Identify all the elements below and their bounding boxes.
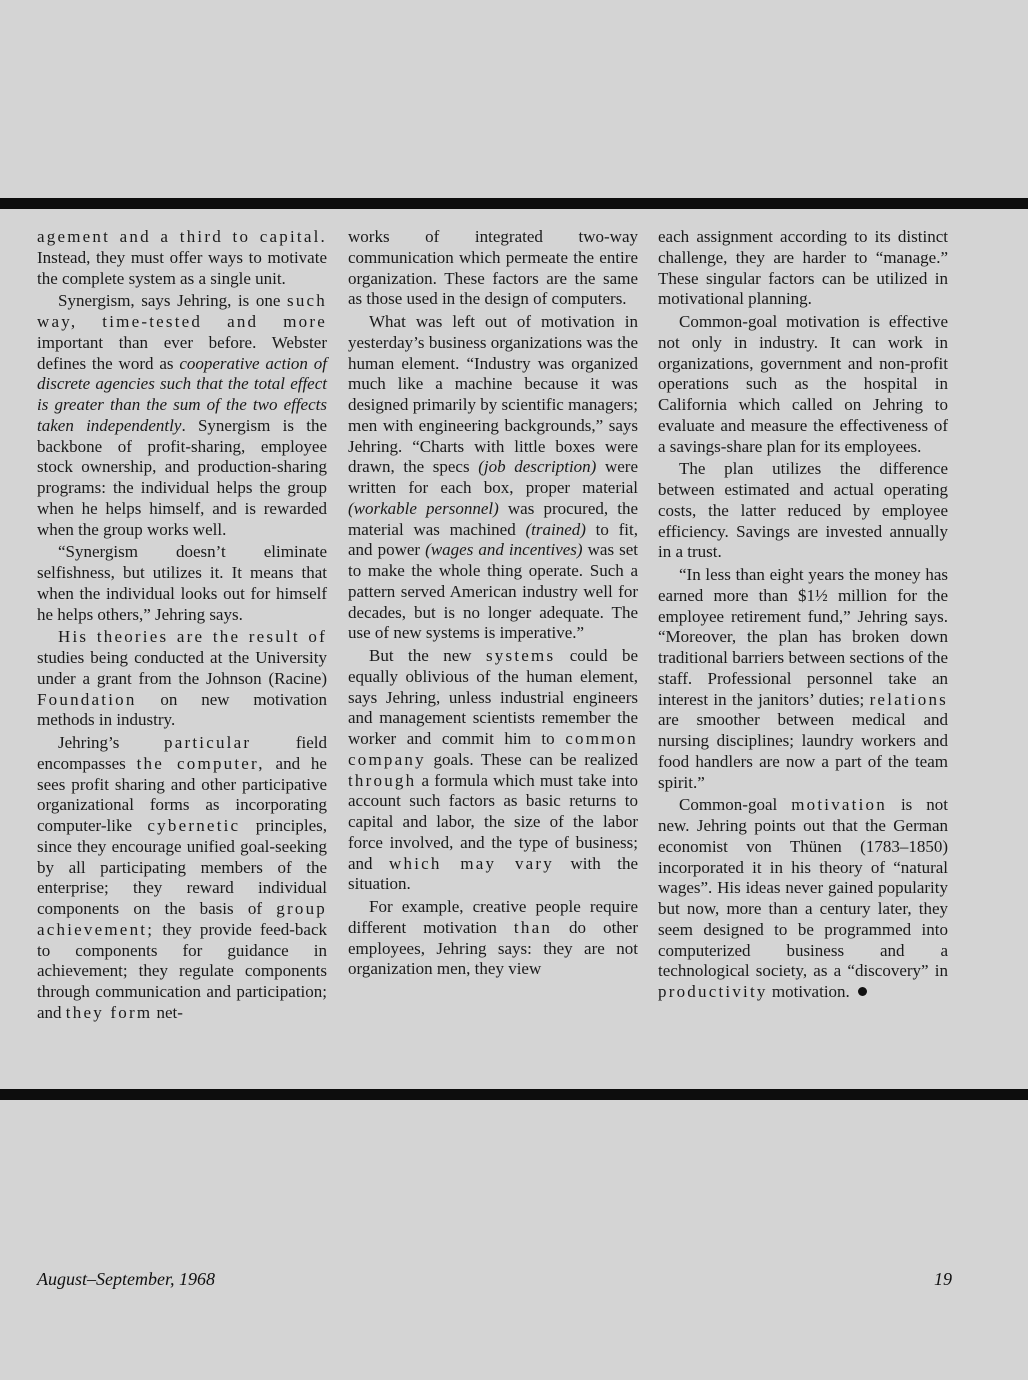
article-column-1: [37, 227, 327, 1024]
article-column-3: [658, 227, 948, 1003]
footer-issue-date: August–September, 1968: [37, 1269, 215, 1289]
paragraph: His theories are the result of studies being conducted at the University under a grant from the Johnson (Racine) Foundation on new motivation methods in industry.: [37, 627, 327, 730]
paragraph: For example, creative people require different motivation than do other employees, Jehring says: they are not organization men, they view: [348, 897, 638, 979]
paragraph: Synergism, says Jehring, is one such way, time-tested and more important than ever before. Webster defines the word as cooperative action of discrete agencies such that the total effect is greater than the sum of the two effects taken independently. Synergism is the backbone of profit-sharing, employee stock ownership, and production-sharing programs: the individual helps the group when he helps himself, and is rewarded when the group works well.: [37, 291, 328, 539]
paragraph: The plan utilizes the difference between estimated and actual operating costs, the latter reduced by employee efficiency. Savings are invested annually in a trust.: [658, 459, 948, 562]
paragraph: But the new systems could be equally oblivious of the human element, says Jehring, unless industrial engineers and management scientists remember the worker and commit him to common company goals. These can be realized through a formula which must take into account such factors as basic returns to capital and labor, the size of the labor force involved, and the type of business; and which may vary with the situation.: [348, 646, 639, 894]
paragraph: each assignment according to its distinct challenge, they are harder to “manage.” These singular factors can be utilized in motivational planning.: [658, 227, 948, 309]
paragraph: agement and a third to capital. Instead, they must offer ways to motivate the complete system as a single unit.: [37, 227, 327, 288]
paragraph: Jehring’s particular field encompasses the computer, and he sees profit sharing and other participative organizational forms as incorporating computer-like cybernetic principles, since they encourage unified goal-seeking by all participating members of the enterprise; they reward individual components on the basis of group achievement; they provide feed-back to components for guidance in achievement; they regulate components through communication and participation; and they form net-: [37, 733, 327, 1022]
top-divider-rule: [0, 198, 1028, 209]
bottom-divider-rule: [0, 1089, 1028, 1100]
paragraph: works of integrated two-way communication which permeate the entire organization. These factors are the same as those used in the design of computers.: [348, 227, 638, 309]
paragraph: Common-goal motivation is effective not only in industry. It can work in organizations, government and non-profit operations such as the hospital in California which called on Jehring to evaluate and measure the effectiveness of a savings-share plan for its employees.: [658, 312, 948, 456]
paragraph: Common-goal motivation is not new. Jehring points out that the German economist von Thünen (1783–1850) incorporated it in his theory of “natural wages”. His ideas never gained popularity but now, more than a century later, they seem designed to be programmed into computerized business and a technological society, as a “discovery” in productivity motivation.: [658, 795, 948, 1001]
paragraph: What was left out of motivation in yesterday’s business organizations was the human element. “Industry was organized much like a machine because it was designed primarily by scientific managers; men with engineering backgrounds,” says Jehring. “Charts with little boxes were drawn, the specs (job description) were written for each box, proper material (workable personnel) was procured, the material was machined (trained) to fit, and power (wages and incentives) was set to make the whole thing operate. Such a pattern served American industry well for decades, but is no longer adequate. The use of new systems is imperative.”: [348, 312, 638, 643]
definition-text: cooperative action of discrete agencies such that the total effect is greater than the sum of the two effects taken independently: [37, 353, 327, 435]
paragraph: “Synergism doesn’t eliminate selfishness, but utilizes it. It means that when the individual looks out for himself he helps others,” Jehring says.: [37, 542, 327, 624]
paragraph: “In less than eight years the money has earned more than $1½ million for the employee retirement fund,” Jehring says. “Moreover, the plan has broken down traditional barriers between sections of the staff. Professional personnel take an interest in the janitors’ duties; relations are smoother between medical and nursing disciplines; laundry workers and food handlers are now a part of the team spirit.”: [658, 565, 948, 792]
end-of-article-bullet-icon: [858, 987, 867, 996]
page-number: 19: [934, 1269, 952, 1289]
article-column-2: [348, 227, 638, 980]
